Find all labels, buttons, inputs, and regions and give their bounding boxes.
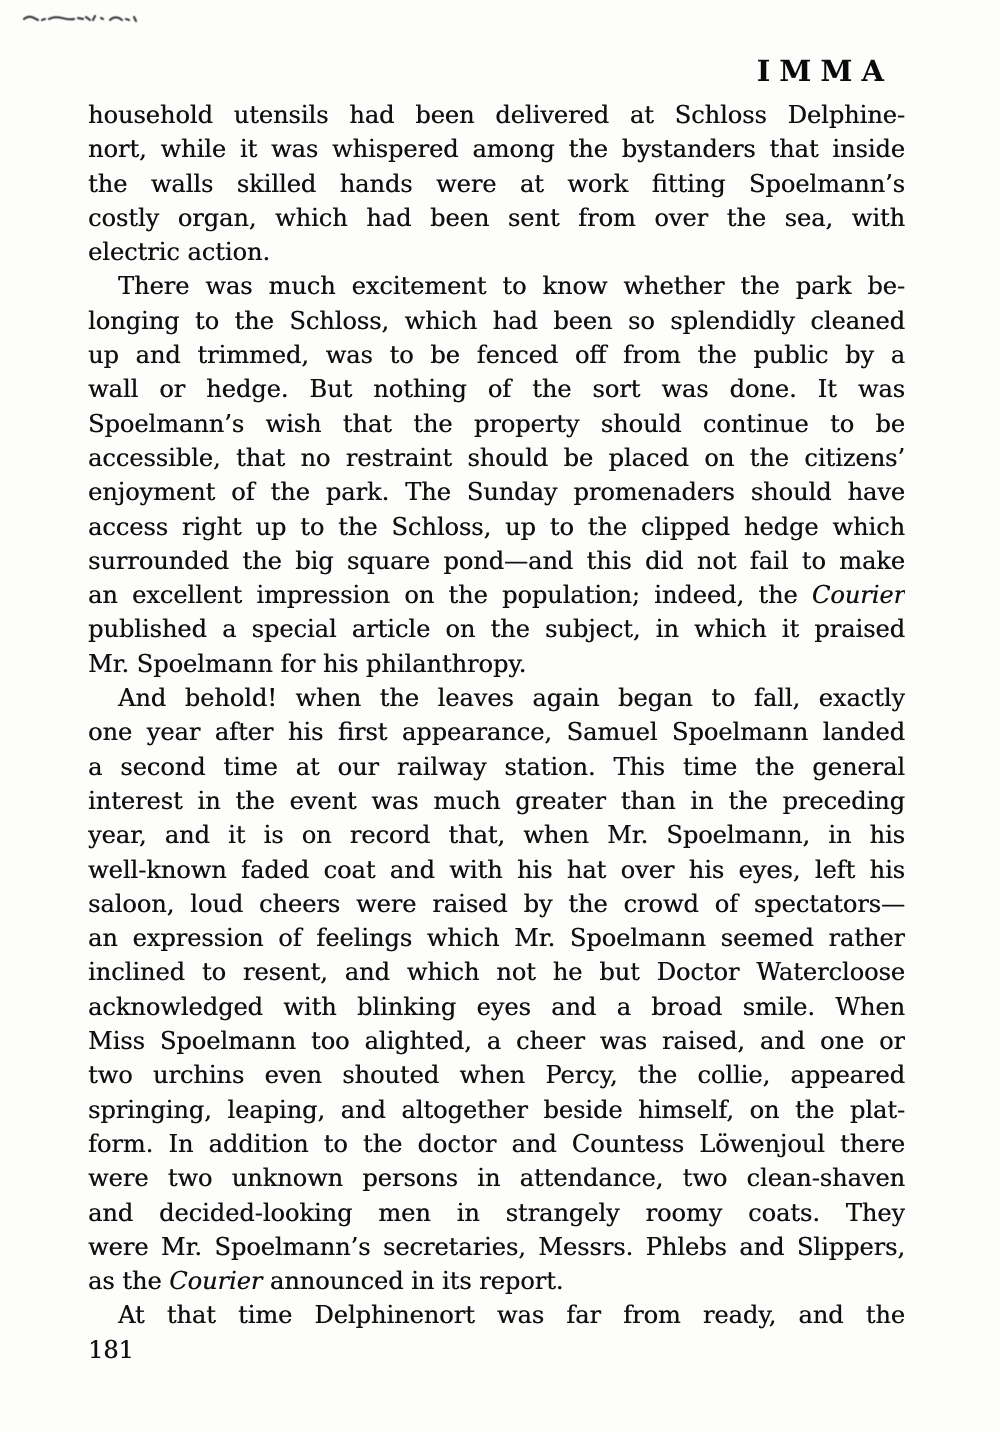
text-segment: costly organ, which had been sent from over the sea, with: [88, 203, 905, 232]
page-number: 181: [88, 1336, 134, 1364]
text-line: [88, 235, 905, 269]
text-line: [88, 1264, 905, 1298]
text-line: [88, 681, 905, 715]
text-segment: an excellent impression on the population; indeed, the: [88, 581, 812, 610]
text-segment: springing, leaping, and altogether beside himself, on the plat-: [88, 1095, 905, 1124]
paragraph: [88, 269, 905, 681]
text-segment: interest in the event was much greater than in the preceding: [88, 786, 905, 815]
text-line: [88, 784, 905, 818]
text-segment: And behold! when the leaves again began to fall, exactly: [118, 684, 905, 713]
italic-text-segment: Courier: [169, 1267, 263, 1296]
text-segment: Spoelmann’s wish that the property should continue to be: [88, 409, 905, 438]
text-line: [88, 1093, 905, 1127]
text-line: [88, 1298, 905, 1332]
text-line: [88, 715, 905, 749]
text-line: [88, 818, 905, 852]
text-segment: an expression of feelings which Mr. Spoelmann seemed rather: [88, 924, 905, 953]
text-block: [88, 98, 905, 1333]
text-segment: published a special article on the subject, in which it praised: [88, 615, 905, 644]
text-line: [88, 1024, 905, 1058]
text-line: [88, 887, 905, 921]
text-line: [88, 1230, 905, 1264]
text-line: [88, 578, 905, 612]
text-line: [88, 201, 905, 235]
text-segment: as the: [88, 1267, 170, 1296]
text-segment: household utensils had been delivered at Schloss Delphine-: [88, 101, 905, 129]
running-head-title: IMMA: [756, 54, 893, 88]
text-segment: were two unknown persons in attendance, two clean-shaven: [88, 1164, 905, 1193]
text-line: [88, 475, 905, 509]
text-segment: one year after his first appearance, Samuel Spoelmann landed: [88, 718, 905, 747]
text-segment: Mr. Spoelmann for his philanthropy.: [88, 649, 527, 678]
text-line: [88, 372, 905, 406]
text-segment: At that time Delphinenort was far from ready, and the: [118, 1301, 905, 1330]
text-segment: wall or hedge. But nothing of the sort was done. It was: [88, 375, 905, 404]
text-segment: form. In addition to the doctor and Countess Löwenjoul there: [88, 1129, 905, 1158]
italic-text-segment: Courier: [811, 581, 905, 610]
text-line: [88, 853, 905, 887]
text-segment: Miss Spoelmann too alighted, a cheer was raised, and one or: [88, 1027, 905, 1056]
text-line: [88, 132, 905, 166]
text-segment: longing to the Schloss, which had been so splendidly cleaned: [88, 306, 905, 335]
text-line: [88, 304, 905, 338]
text-segment: and decided-looking men in strangely roomy coats. They: [88, 1198, 905, 1227]
text-segment: access right up to the Schloss, up to the clipped hedge which: [88, 512, 905, 541]
text-line: [88, 750, 905, 784]
text-segment: saloon, loud cheers were raised by the crowd of spectators—: [88, 889, 905, 918]
text-segment: accessible, that no restraint should be placed on the citizens’: [88, 443, 905, 472]
text-line: [88, 407, 905, 441]
text-segment: two urchins even shouted when Percy, the collie, appeared: [88, 1061, 905, 1090]
ink-smudge-artifact: [22, 11, 147, 27]
text-segment: inclined to resent, and which not he but Doctor Watercloose: [88, 958, 905, 987]
text-segment: acknowledged with blinking eyes and a broad smile. When: [88, 992, 905, 1021]
text-segment: nort, while it was whispered among the bystanders that inside: [88, 135, 905, 164]
text-line: [88, 441, 905, 475]
text-line: [88, 612, 905, 646]
text-segment: a second time at our railway station. This time the general: [88, 752, 905, 781]
text-segment: the walls skilled hands were at work fitting Spoelmann’s: [88, 169, 905, 198]
text-segment: up and trimmed, was to be fenced off from the public by a: [88, 341, 905, 370]
text-line: [88, 955, 905, 989]
text-line: [88, 269, 905, 303]
text-segment: announced in its report.: [262, 1267, 564, 1296]
text-segment: electric action.: [88, 238, 270, 267]
text-line: [88, 510, 905, 544]
text-line: [88, 647, 905, 681]
text-segment: well-known faded coat and with his hat over his eyes, left his: [88, 855, 905, 884]
text-line: [88, 1127, 905, 1161]
text-segment: surrounded the big square pond—and this did not fail to make: [88, 546, 905, 575]
text-line: [88, 338, 905, 372]
paragraph: [88, 98, 905, 269]
text-line: [88, 167, 905, 201]
text-line: [88, 544, 905, 578]
text-line: [88, 990, 905, 1024]
paragraph: [88, 1298, 905, 1332]
text-line: [88, 1058, 905, 1092]
text-line: [88, 98, 905, 132]
text-line: [88, 1196, 905, 1230]
text-line: [88, 1161, 905, 1195]
text-segment: There was much excitement to know whether the park be-: [118, 272, 905, 301]
text-segment: year, and it is on record that, when Mr. Spoelmann, in his: [88, 821, 905, 850]
text-segment: were Mr. Spoelmann’s secretaries, Messrs. Phlebs and Slippers,: [88, 1232, 905, 1261]
paragraph: [88, 681, 905, 1298]
text-line: [88, 921, 905, 955]
text-segment: enjoyment of the park. The Sunday promenaders should have: [88, 478, 905, 507]
